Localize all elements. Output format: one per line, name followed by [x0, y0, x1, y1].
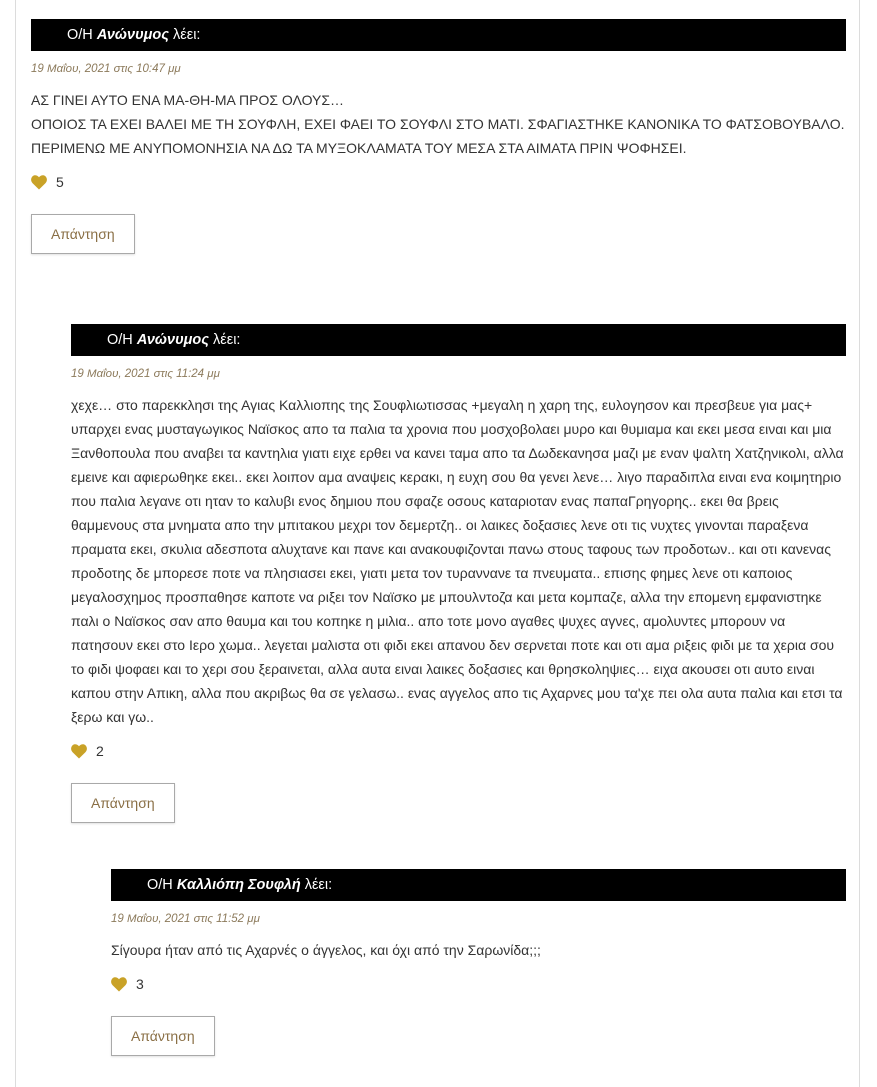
comment-author: Καλλιόπη Σουφλή	[176, 877, 301, 893]
like-count: 3	[136, 976, 144, 992]
comment-author: Ανώνυμος	[96, 27, 169, 43]
comment-date[interactable]: 19 Μαΐου, 2021 στις 10:47 μμ	[31, 63, 181, 75]
comment-paragraph: Σίγουρα ήταν από τις Αχαρνές ο άγγελος, και όχι από την Σαρωνίδα;;;	[111, 942, 541, 958]
author-suffix: λέει:	[213, 332, 241, 348]
author-prefix: Ο/Η	[67, 27, 93, 43]
author-suffix: λέει:	[173, 27, 201, 43]
comment-author-bar	[31, 19, 846, 51]
comments-section	[15, 0, 860, 1087]
author-suffix: λέει:	[304, 877, 333, 893]
reply-button[interactable]: Απάντηση	[111, 1016, 215, 1056]
reply-button[interactable]: Απάντηση	[71, 783, 175, 823]
comment-date[interactable]: 19 Μαΐου, 2021 στις 11:24 μμ	[71, 368, 220, 380]
author-prefix: Ο/Η	[107, 332, 133, 348]
like-count: 2	[96, 743, 104, 759]
comment-reply	[71, 324, 846, 823]
heart-icon[interactable]	[31, 175, 47, 190]
like-counter	[71, 739, 846, 763]
comment	[31, 19, 846, 254]
author-prefix: Ο/Η	[147, 877, 173, 893]
comment-paragraph: ΑΣ ΓΙΝΕΙ ΑΥΤΟ ΕΝΑ ΜΑ-ΘΗ-ΜΑ ΠΡΟΣ ΟΛΟΥΣ…	[31, 92, 345, 108]
comment-author-bar	[111, 869, 846, 901]
comment-paragraph: χεχε… στο παρεκκλησι της Αγιας Καλλιοπης της Σουφλιωτισσας +μεγαλη η χαρη της, ευλογησον και πρεσβευε για μας+ υπαρχει ενας μυσταγωγικος Ναϊσκος απο τα παλια τα χρονια που μοσχοβολαει μυρο και θυμιαμα και εκει μεσα ειναι και μια Ξανθοπουλα που αναβει τα καντηλια γιατι ειχε ερθει να κανει ταμα απο τα Δωδεκανησα μαζι με εναν ψαλτη Χατζηνικολι, αλλα εμεινε και αφιερωθηκε εκει.. εκει λοιπον αμα αναψεις κερακι, η ευχη σου θα γενει λενε… λιγο παραδιπλα ειναι ενα κοιμητηριο που παλια λεγανε οτι ηταν το καλυβι ενος δημιου που σφαζε οσους καταριοταν ενας παπαΓρηγορης.. εκει θα βρεις θαμμενους στα μνηματα απο την μπιτακου μεχρι τον δεμερτζη.. οι λαικες δοξασιες λενε οτι τις νυχτες γινονται παραξενα πραματα εκει, σκυλια αδεσποτα αλυχτανε και πανε και ανακουφιζονται πανω στους ταφους των προδοτων.. και οτι κανενας προδοτης δε μπορεσε ποτε να πλησιασει εκει, γιατι μετα τον τυραννανε τα πνευματα.. επισης φημες λενε οτι καποιος μεγαλοσχημος προσπαθησε καποτε να ριξει τον Ναϊσκο με μπουλντοζα και μετα κομπαζε, αλλα την επομενη εμφανιστηκε παλι ο Ναϊσκος σαν απο θαυμα και του κοπηκε η μιλια.. απο τοτε μονο αγαθες ψυχες αγνες, αμολυντες μπορουν να πατησουν εκει στο Ιερο χωμα.. λεγεται μαλιστα οτι φιδι εκει απανου δεν σερνεται ποτε και οτι αμα ριξεις φιδι με τα χερια σου το φιδι ψοφαει και το χερι σου ξεραινεται, αλλα αυτα ειναι λαικες δοξασιες και θρησκοληψιες… ειχα ακουσει οτι αυτο ειναι καπου στην Απικη, αλλα που ακριβως θα σε γελασω.. ενας αγγελος απο τις Αχαρνες μου τα'χε πει ολα αυτα παλια και ετσι τα ξερω και γω..	[71, 397, 844, 725]
comment-paragraph: ΠΕΡΙΜΕΝΩ ΜΕ ΑΝΥΠΟΜΟΝΗΣΙΑ ΝΑ ΔΩ ΤΑ ΜΥΞΟΚΛΑΜΑΤΑ ΤΟΥ ΜΕΣΑ ΣΤΑ ΑΙΜΑΤΑ ΠΡΙΝ ΨΟΦΗΣΕΙ.	[31, 140, 687, 156]
heart-icon[interactable]	[71, 744, 87, 759]
like-counter	[111, 972, 846, 996]
comment-date[interactable]: 19 Μαΐου, 2021 στις 11:52 μμ	[111, 913, 260, 925]
like-count: 5	[56, 174, 64, 190]
like-counter	[31, 170, 846, 194]
comment-author: Ανώνυμος	[136, 332, 209, 348]
heart-icon[interactable]	[111, 977, 127, 992]
comment-reply	[111, 869, 846, 1056]
comment-body	[111, 938, 846, 962]
comment-paragraph: ΟΠΟΙΟΣ ΤΑ ΕΧΕΙ ΒΑΛΕΙ ΜΕ ΤΗ ΣΟΥΦΛΗ, ΕΧΕΙ ΦΑΕΙ ΤΟ ΣΟΥΦΛΙ ΣΤΟ ΜΑΤΙ. ΣΦΑΓΙΑΣΤΗΚΕ ΚΑΝΟΝΙΚΑ ΤΟ ΦΑΤΣΟΒΟΥΒΑΛΟ.	[31, 116, 845, 132]
reply-button[interactable]: Απάντηση	[31, 214, 135, 254]
comment-body	[71, 393, 846, 729]
comment-author-bar	[71, 324, 846, 356]
comment-body	[31, 88, 846, 160]
